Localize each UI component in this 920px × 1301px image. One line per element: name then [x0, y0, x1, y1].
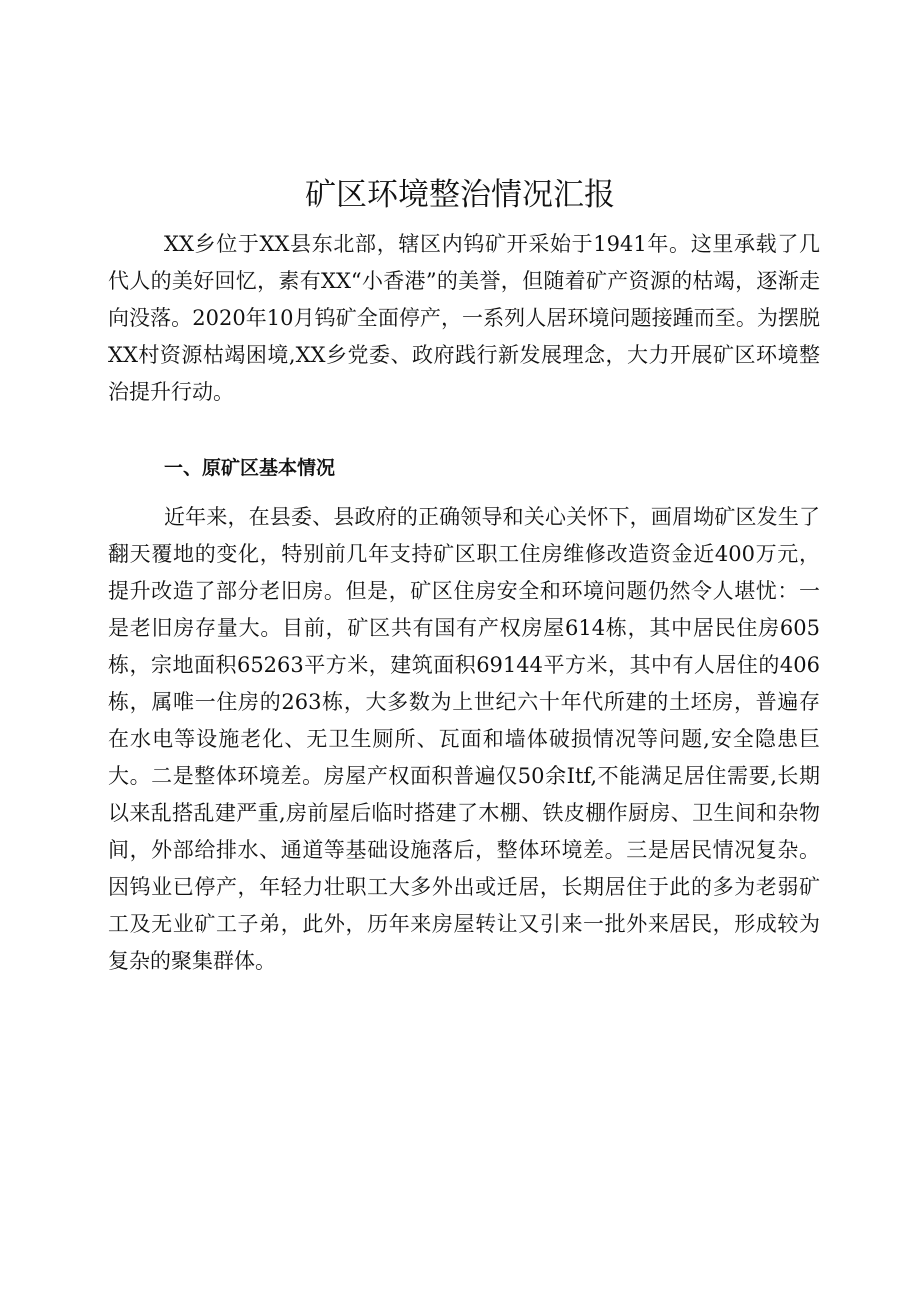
section-heading-basic-situation: 一、原矿区基本情况	[164, 457, 336, 479]
intro-paragraph: XX乡位于XX县东北部，辖区内钨矿开采始于1941年。这里承载了几代人的美好回忆，素有XX“小香港”的美誉，但随着矿产资源的枯竭，逐渐走向没落。2020年10月钨矿全面停产，一系列人居环境问题接踵而至。为摆脱XX村资源枯竭困境,XX乡党委、政府践行新发展理念，大力开展矿区环境整治提升行动。	[108, 232, 820, 404]
basic-situation-paragraph: 近年来，在县委、县政府的正确领导和关心关怀下，画眉坳矿区发生了翻天覆地的变化，特别前几年支持矿区职工住房维修改造资金近400万元，提升改造了部分老旧房。但是，矿区住房安全和环境问题仍然令人堪忧：一是老旧房存量大。目前，矿区共有国有产权房屋614栋，其中居民住房605栋，宗地面积65263平方米，建筑面积69144平方米，其中有人居住的406栋，属唯一住房的263栋，大多数为上世纪六十年代所建的土坯房，普遍存在水电等设施老化、无卫生厕所、瓦面和墙体破损情况等问题,安全隐患巨大。二是整体环境差。房屋产权面积普遍仅50余Itf,不能满足居住需要,长期以来乱搭乱建严重,房前屋后临时搭建了木棚、铁皮棚作厨房、卫生间和杂物间，外部给排水、通道等基础设施落后，整体环境差。三是居民情况复杂。因钨业已停产，年轻力壮职工大多外出或迁居，长期居住于此的多为老弱矿工及无业矿工子弟，此外，历年来房屋转让又引来一批外来居民，形成较为复杂的聚集群体。	[108, 505, 820, 973]
document-title: 矿区环境整治情况汇报	[305, 177, 615, 213]
